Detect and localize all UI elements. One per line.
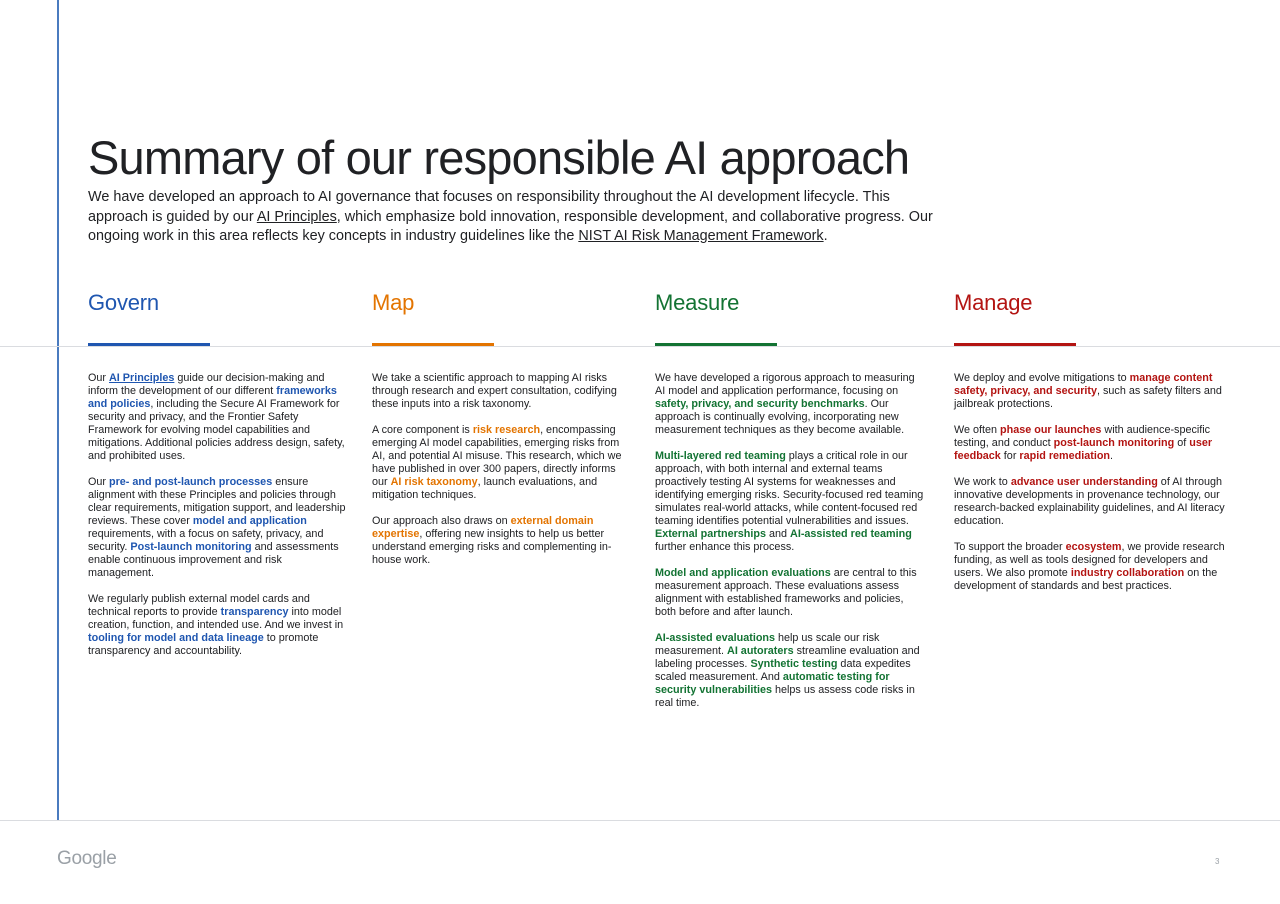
measure-text: and xyxy=(766,528,791,540)
measure-text: data expedites scaled measurement. And xyxy=(655,658,911,683)
google-logo: Google xyxy=(57,848,117,869)
manage-text: with audience-specific testing, and conduct xyxy=(954,424,1211,449)
govern-text: ensure alignment with these Principles and policies through clear requirements, mitigation support, and leadership reviews. These cover xyxy=(88,476,346,527)
govern-text: Our xyxy=(88,372,109,384)
section-divider xyxy=(0,346,1280,347)
map-text: , encompassing emerging AI model capabilities, emerging risks from AI, and potential AI misuse. This research, which we have published in over 300 papers, directly informs our xyxy=(372,424,622,488)
manage-text: , such as safety filters and jailbreak protections. xyxy=(954,385,1222,410)
govern-highlight-text: AI Principles xyxy=(109,372,175,384)
govern-highlight-text: frameworks and policies xyxy=(88,385,337,410)
manage-highlight-text: manage content safety, privacy, and security xyxy=(954,372,1213,397)
measure-text: We have developed a rigorous approach to measuring AI model and application performance, focusing on xyxy=(655,372,915,397)
manage-highlight-text: industry collaboration xyxy=(1070,567,1185,579)
measure-highlight-text: Model and application evaluations xyxy=(655,567,831,579)
manage-text: We work to xyxy=(954,476,1011,488)
govern-highlight-text: transparency xyxy=(220,606,289,618)
manage-text: , we provide research funding, as well as tools designed for developers and users. We also promote xyxy=(954,541,1225,579)
manage-heading: Manage xyxy=(954,290,1033,315)
measure-heading: Measure xyxy=(655,290,740,315)
ai-principles-link[interactable]: AI Principles xyxy=(256,208,337,225)
map-column xyxy=(372,290,622,566)
govern-text: guide our decision-making and inform the development of our different xyxy=(88,372,325,397)
intro-text-1: We have developed an approach to AI governance that focuses on responsibility throughout the AI development lifecycle. This approach is guided by our xyxy=(88,189,890,225)
manage-text: To support the broader xyxy=(954,541,1066,553)
govern-body xyxy=(88,372,346,671)
manage-highlight-text: rapid remediation xyxy=(1019,450,1111,462)
measure-text: are central to this measurement approach. These evaluations assess alignment with established frameworks and policies, both before and after launch. xyxy=(655,567,917,618)
manage-text: We often xyxy=(954,424,1001,436)
manage-highlight-text: ecosystem xyxy=(1065,541,1122,553)
manage-underline xyxy=(954,343,1076,346)
measure-highlight-text: AI-assisted red teaming xyxy=(790,528,912,540)
govern-paragraph xyxy=(88,593,346,658)
manage-text: for xyxy=(1000,450,1020,462)
measure-text: helps us assess code risks in real time. xyxy=(655,684,915,709)
measure-text: further enhance this process. xyxy=(655,541,795,553)
govern-text: into model creation, function, and intended use. And we invest in xyxy=(88,606,344,631)
manage-column xyxy=(954,290,1225,592)
intro-text-2: , which emphasize bold innovation, responsible development, and collaborative progress. Our ongoing work in this area reflects key concepts in industry guidelines like the xyxy=(88,208,933,244)
map-paragraph xyxy=(372,424,630,502)
measure-highlight-text: AI-assisted evaluations xyxy=(655,632,776,644)
left-accent-line xyxy=(57,0,59,820)
manage-paragraph xyxy=(954,541,1226,593)
govern-highlight-text: model and application xyxy=(192,515,307,527)
measure-text: . Our approach is continually evolving, incorporating new measurement techniques as they become available. xyxy=(655,398,905,436)
measure-highlight-text: Multi-layered red teaming xyxy=(655,450,786,462)
manage-text: on the development of standards and best practices. xyxy=(954,567,1218,592)
govern-underline xyxy=(88,343,210,346)
govern-paragraph xyxy=(88,476,346,580)
measure-column xyxy=(655,290,924,709)
map-text: , offering new insights to help us better understand emerging risks and complementing in-house work. xyxy=(372,528,612,566)
manage-text: of AI through innovative developments in provenance technology, our research-backed explainability guidelines, and AI literacy education. xyxy=(954,476,1225,527)
manage-body xyxy=(954,372,1226,606)
map-text: , launch evaluations, and mitigation techniques. xyxy=(372,476,598,501)
govern-text: requirements, with a focus on safety, privacy, and security. xyxy=(88,528,324,553)
map-body xyxy=(372,372,630,580)
footer-divider xyxy=(0,820,1280,821)
manage-text: of xyxy=(1174,437,1190,449)
manage-highlight-text: phase our launches xyxy=(1000,424,1102,436)
measure-paragraph xyxy=(655,632,927,710)
nist-framework-link[interactable]: NIST AI Risk Management Framework xyxy=(578,228,824,244)
manage-text: We deploy and evolve mitigations to xyxy=(954,372,1130,384)
intro-text-3: . xyxy=(823,228,828,244)
map-text: Our approach also draws on xyxy=(372,515,511,527)
intro-paragraph xyxy=(88,188,948,247)
measure-paragraph xyxy=(655,567,927,619)
govern-text: and assessments enable continuous improvement and risk management. xyxy=(88,541,339,579)
manage-highlight-text: advance user understanding xyxy=(1010,476,1158,488)
govern-paragraph xyxy=(88,372,346,463)
govern-column xyxy=(88,290,346,657)
measure-underline xyxy=(655,343,777,346)
map-highlight-text: AI risk taxonomy xyxy=(390,476,478,488)
page-number: 3 xyxy=(1215,857,1220,866)
manage-paragraph xyxy=(954,476,1226,528)
map-paragraph xyxy=(372,515,630,567)
measure-highlight-text: Synthetic testing xyxy=(750,658,838,670)
govern-text: Our xyxy=(88,476,109,488)
map-text: A core component is xyxy=(372,424,473,436)
manage-highlight-text: post-launch monitoring xyxy=(1053,437,1175,449)
measure-highlight-text: AI autoraters xyxy=(727,645,794,657)
govern-text: , including the Secure AI Framework for security and privacy, and the Frontier Safety Framework for evolving model capabilities and mitigations. Additional policies address design, safety, and prohibited uses. xyxy=(88,398,345,462)
manage-text: . xyxy=(1110,450,1114,462)
measure-paragraph xyxy=(655,372,927,437)
measure-paragraph xyxy=(655,450,927,554)
measure-highlight-text: External partnerships xyxy=(655,528,767,540)
manage-paragraph xyxy=(954,424,1226,463)
govern-heading: Govern xyxy=(88,290,159,315)
map-paragraph xyxy=(372,372,630,411)
govern-highlight-text: pre- and post-launch processes xyxy=(109,476,273,488)
manage-paragraph xyxy=(954,372,1226,411)
measure-highlight-text: safety, privacy, and security benchmarks xyxy=(655,398,865,410)
map-text: We take a scientific approach to mapping AI risks through research and expert consultation, codifying these inputs into a risk taxonomy. xyxy=(372,372,617,410)
govern-text: We regularly publish external model cards and technical reports to provide xyxy=(88,593,310,618)
map-highlight-text: external domain expertise xyxy=(372,515,594,540)
govern-highlight-text: tooling for model and data lineage xyxy=(88,632,264,644)
govern-text: to promote transparency and accountability. xyxy=(88,632,319,657)
manage-highlight-text: user feedback xyxy=(954,437,1213,462)
map-underline xyxy=(372,343,494,346)
govern-highlight-text: Post-launch monitoring xyxy=(130,541,252,553)
measure-text: streamline evaluation and labeling processes. xyxy=(655,645,920,670)
measure-text: plays a critical role in our approach, with both internal and external teams proactively testing AI systems for weaknesses and identifying emerging risks. Security-focused red teaming simulates real-world attacks, while content-focused red teaming identifies potential vulnerabilities and issues. xyxy=(655,450,924,527)
map-heading: Map xyxy=(372,290,415,315)
page-title: Summary of our responsible AI approach xyxy=(88,131,910,184)
measure-highlight-text: automatic testing for security vulnerabilities xyxy=(655,671,890,696)
map-highlight-text: risk research xyxy=(472,424,541,436)
measure-text: help us scale our risk measurement. xyxy=(655,632,880,657)
measure-body xyxy=(655,372,927,723)
